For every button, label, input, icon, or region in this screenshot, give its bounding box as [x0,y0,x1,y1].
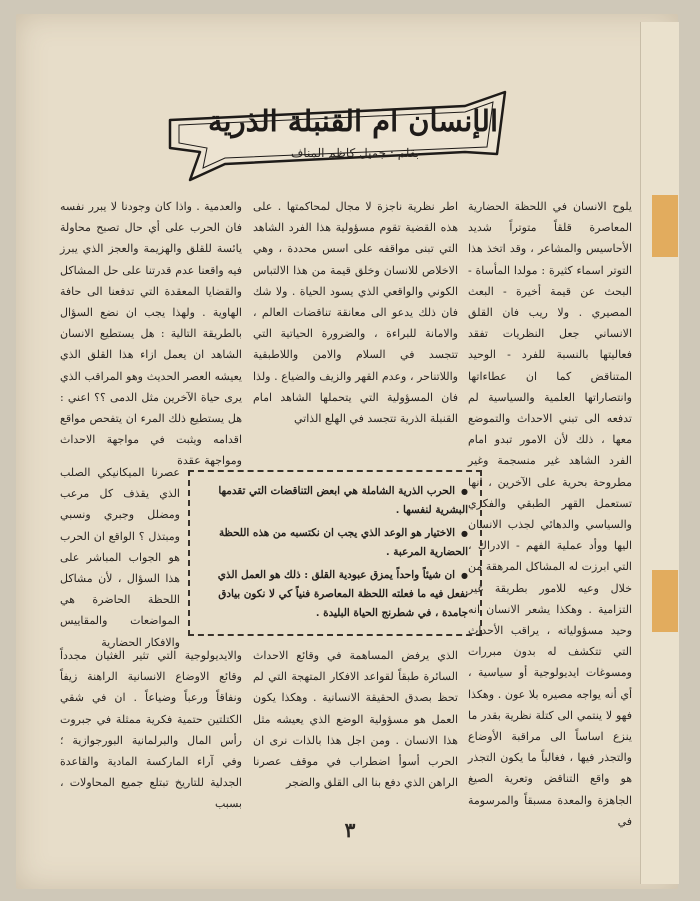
title-banner [165,92,510,184]
article-column-left-middle: عصرنا الميكانيكي الصلب الذي يقذف كل مرعب ومضلل وجبري ونسبي ومبتذل ؟ الواقع ان الحرب هو الجواب المباشر على هذا السؤال ، لأن مشاكل اللحظة الحاضرة هي المواضعات والمقاييس والافكار الحضارية [60,466,180,649]
article-column-right: يلوح الانسان في اللحظة الحضارية المعاصرة قلقاً متوتراً شديد الأحاسيس والمشاعر ، وقد اتخذ هذا التوتر اسماء كثيرة : مولدا المأساة - البحث عن قيمة أخيرة - البعث المصيري . ولا ريب فان القلق الانساني جعل النظريات تفقد فعاليتها بالنسبة للفرد - الوحيد المتناقض كما ان عطاءاتها وانتصاراتها العلمية والسياسية لم تدفعه الى تبني الاحداث والتموضع معها ، ذلك لأن الامور تبدو امام الفرد الشاهد غير منسجمة وغير مطروحة بحرية على الآخرين ، انها تستعمل القهر الطبقي والفكري والسياسي والدهائي لجذب الانسان اليها ووأد عملية الفهم - الادراك ، التي ابرزت له المشاكل المرهقة من خلال وعيه للامور بطريقة غير التزامية . وهكذا يشعر الانسان انه وحيد مسؤولياته ، يراقب الأحداث التي تتكشف له بدون مبررات ومسوغات ايديولوجية أو سياسية ، أي أنه يواجه مصيره بلا عون . وهكذا فهو لا ينتمي الى كتلة نظرية بقدر ما ينزع اساساً الى مراقبة الأوضاع والتجذر فيها ، فغالباً ما يكون التجذر هو واقع التناقض وتعرية الصيغ الجاهزة والمعدة مسبقاً والمرسومة في [468,200,632,828]
tape-strip [652,195,678,257]
article-column-middle-top: اطر نظرية ناجزة لا مجال لمحاكمتها . على هذه القضية تقوم مسؤولية هذا الفرد الشاهد التي تبنى مواقفه على اسس محددة ، وهي الاخلاص للانسان وخلق قيمة من هذا الالتباس الكوني والواقعي الذي يسود الحياة . ولا شك فان ذلك يدعو الى معانقة تناقضات العالم ، والامانة للبراءة ، والضرورة الحياتية التي تتجسد في السلام والامن واللاطبقية واللاتناحر ، وعدم القهر والزيف والضياع . ولذا فان المسؤولية التي يتحملها الشاهد امام القنبلة الذرية تتجسد في الهلع الذاتي [253,200,458,426]
author-byline: بقلم : جميل كاظم المناف [290,146,420,160]
article-column-middle-bottom: الذي يرفض المساهمة في وقائع الاحداث السائرة طبقاً لقواعد الافكار المتهجة التي لم تحظ بصدق الحقيقة الانسانية . وهكذا يكون العمل هو مسؤولية الوضع الذي يعيشه مثل هذا الانسان . ومن اجل هذا بالذات نرى ان الحرب أسوأ اضطراب في موقف عصرنا الراهن الذي دفع بنا الى القلق والضجر [253,649,458,790]
pull-quote-item: ● الاختيار هو الوعد الذي يجب ان نكتسبه من هذه اللحظة الحضارية المرعبة . [202,524,468,562]
page-number: ٣ [344,818,356,842]
pull-quote-item: ● ان شيئاً واحداً يمزق عبودية القلق : ذلك هو العمل الذي نفعل فيه ما فعلته اللحظة المعاصرة فنياً كي لا نكون بيادق جامدة ، في شطرنج الحياة البليدة . [202,566,468,623]
article-column-left-top: والعدمية . واذا كان وجودنا لا يبرر نفسه فان الحرب على أي حال تصبح محاولة يائسة للقلق والهزيمة والعجز الذي يبرز فيه واقعنا عدم قدرتنا على حل المشاكل والقضايا المعقدة التي تدفعنا الى حافة الهاوية . ولهذا يجب ان نضع السؤال بالطريقة التالية : هل يستطيع الانسان الشاهد ان يعمل ازاء هذا القلق الذي يعيشه العصر الحديث وهو المراقب الذي يرى حياة الآخرين مثل الدمى ؟؟ اعني : هل يستطيع ذلك المرء ان يتفحص مواقع اقدامه ويثبت في مواجهة الاحداث ومواجهة عقدة [60,200,242,468]
pull-quote-box [188,470,482,636]
page-edge [640,22,679,884]
pull-quote-item: ● الحرب الذرية الشاملة هي ابعض التناقضات التي تقدمها البشرية لنفسها . [202,482,468,520]
article-title: الإنسان ام القنبلة الذرية [207,104,499,138]
article-column-left-bottom: والايديولوجية التي تثير الغثيان مجدداً وقائع الاوضاع الانسانية الراهنة زيفاً ونفاقاً ورعباً وضياعاً . ان في شقي الكتلتين حتمية فكرية ممثلة في جبروت رأس المال والبرلمانية البورجوازية ؛ وفي آراء الماركسة المادية والقاعدة الجدلية للتاريخ تبتلع جميع المحاولات ، بسبب [60,649,242,811]
tape-strip [652,570,678,632]
